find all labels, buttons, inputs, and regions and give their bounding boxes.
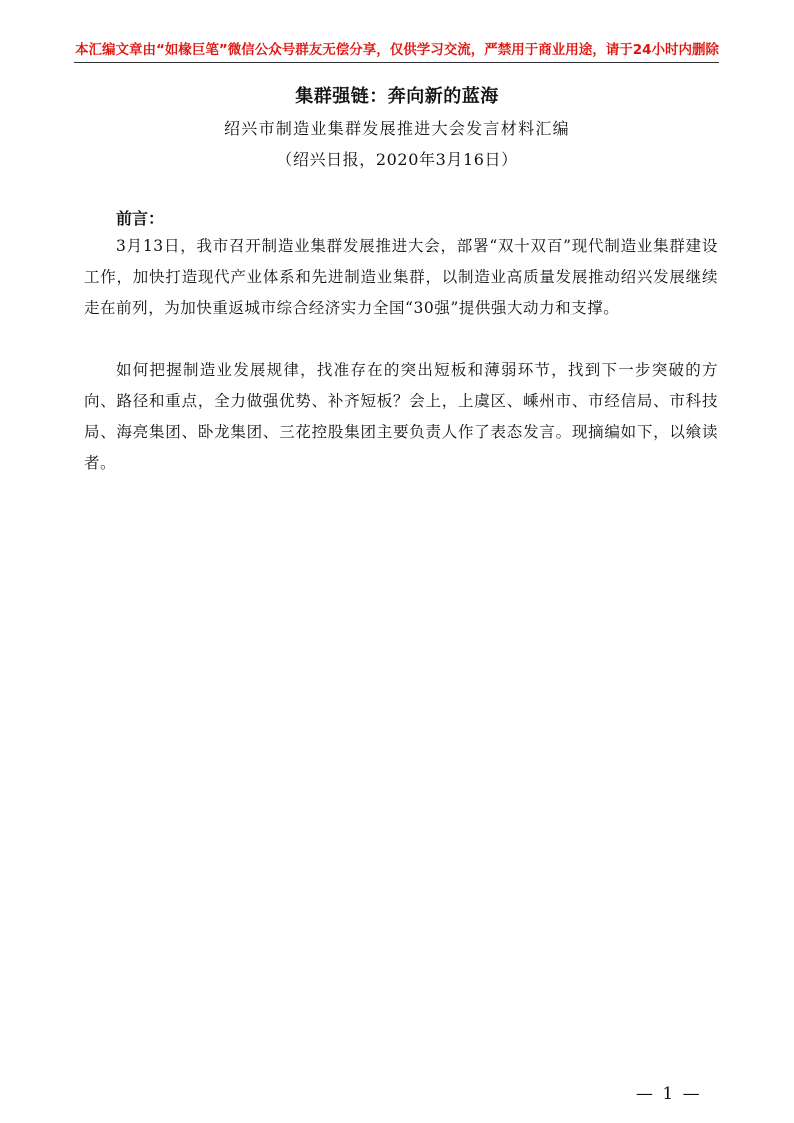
preface-heading: 前言： xyxy=(116,209,165,228)
body-paragraph: 如何把握制造业发展规律，找准存在的突出短板和薄弱环节，找到下一步突破的方向、路径和重点，全力做强优势、补齐短板？会上，上虞区、嵊州市、市经信局、市科技局、海亮集团、卧龙集团、三花控股集团主要负责人作了表态发言。现摘编如下，以飨读者。 xyxy=(84,361,718,472)
body-paragraph: 3月13日，我市召开制造业集群发展推进大会，部署“双十双百”现代制造业集群建设工作，加快打造现代产业体系和先进制造业集群，以制造业高质量发展推动绍兴发展继续走在前列，为加快重返城市综合经济实力全国“30强”提供强大动力和支撑。 xyxy=(84,237,718,317)
copyright-notice: 本汇编文章由“如椽巨笔”微信公众号群友无偿分享，仅供学习交流，严禁用于商业用途，请于24小时内删除 xyxy=(74,42,720,58)
document-source: （绍兴日报，2020年3月16日） xyxy=(276,150,518,169)
header-divider xyxy=(74,62,719,63)
document-subtitle: 绍兴市制造业集群发展推进大会发言材料汇编 xyxy=(223,119,570,138)
document-title: 集群强链：奔向新的蓝海 xyxy=(295,86,499,107)
page-number: — 1 — xyxy=(636,1084,702,1104)
